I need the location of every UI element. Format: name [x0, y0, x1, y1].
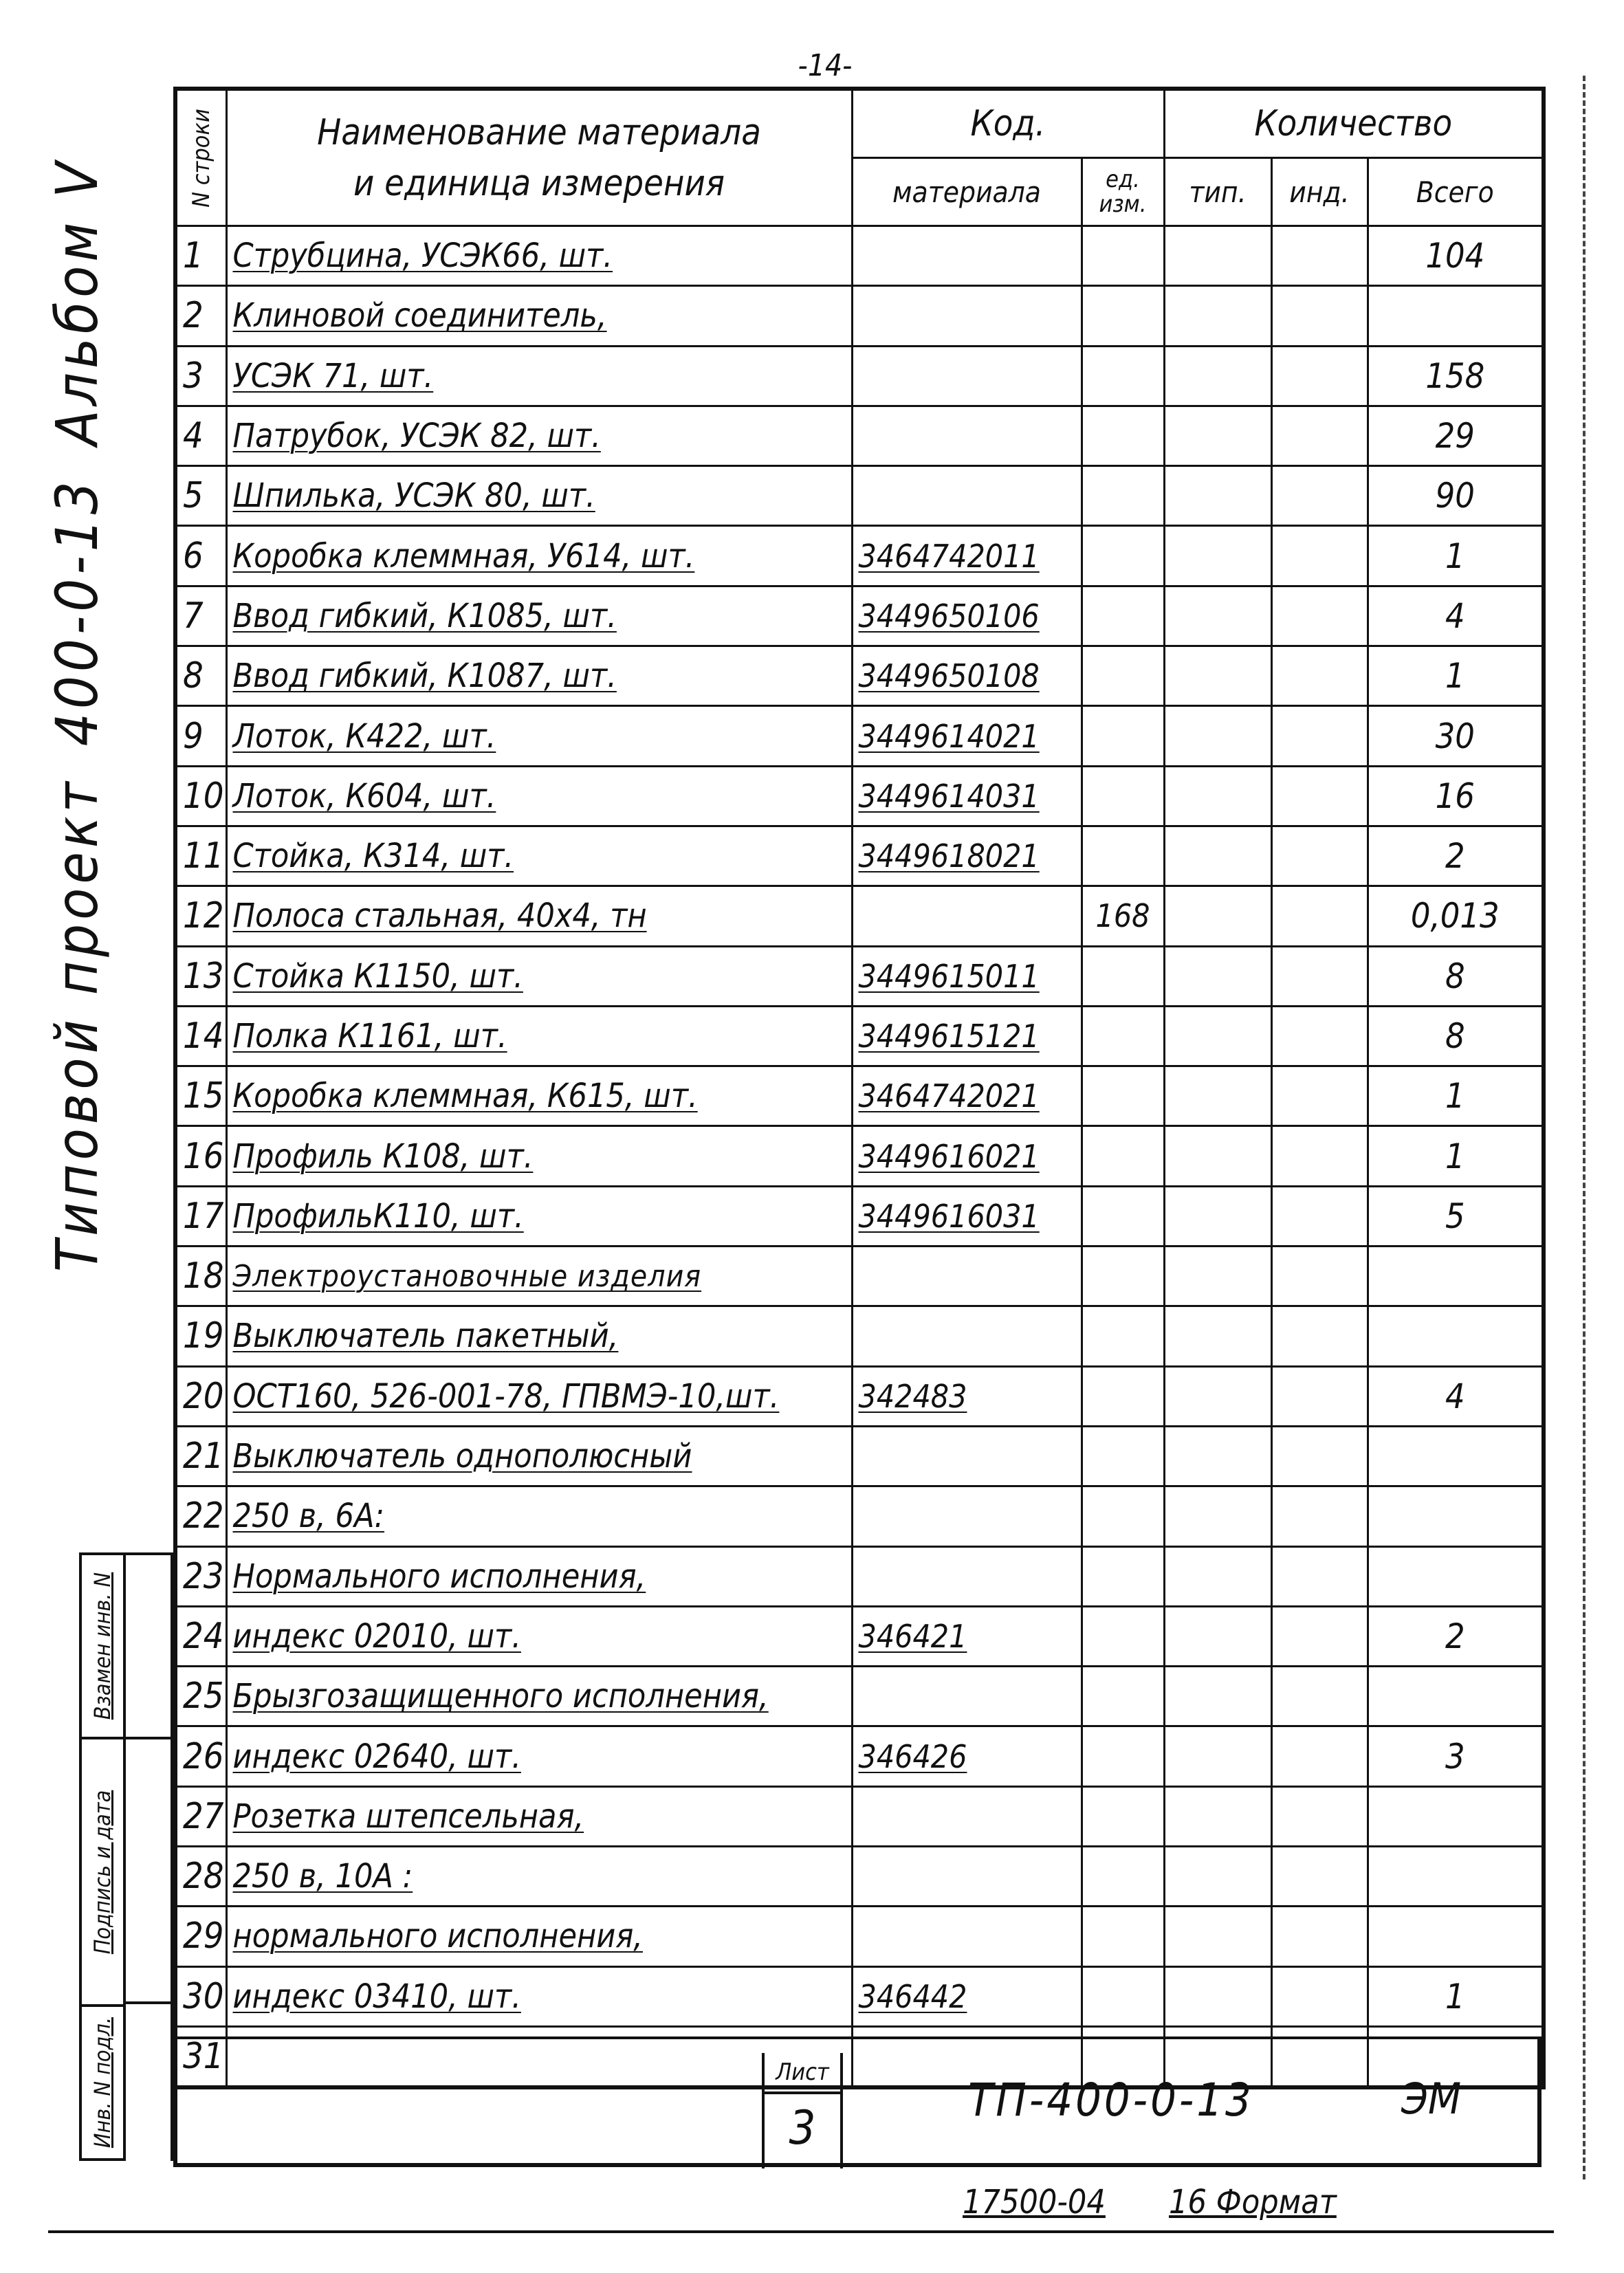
material-name: Полка К1161, шт.	[226, 1006, 852, 1066]
table-row	[175, 346, 1544, 406]
row-number: 13	[175, 946, 226, 1006]
material-code	[852, 886, 1082, 946]
material-name: индекс 02010, шт.	[226, 1606, 852, 1666]
material-code	[852, 226, 1082, 286]
material-name: Лоток, К604, шт.	[226, 766, 852, 826]
qty-ind	[1271, 226, 1368, 286]
qty-type	[1164, 1006, 1271, 1066]
qty-total: 90	[1368, 466, 1544, 526]
qty-total: 1	[1368, 1966, 1544, 2026]
unit-code: 168	[1082, 886, 1164, 946]
unit-code	[1082, 1426, 1164, 1486]
unit-code	[1082, 586, 1164, 646]
unit-code	[1082, 1006, 1164, 1066]
table-row	[175, 1426, 1544, 1486]
table-row	[175, 1546, 1544, 1606]
sheet-box	[762, 2053, 843, 2168]
material-code	[852, 1426, 1082, 1486]
material-name: Полоса стальная, 40х4, тн	[226, 886, 852, 946]
qty-total: 3	[1368, 1726, 1544, 1786]
side-title-number: 400-0-13	[43, 477, 111, 747]
row-number: 9	[175, 706, 226, 766]
row-number: 19	[175, 1306, 226, 1366]
table-row	[175, 1667, 1544, 1726]
row-number: 5	[175, 466, 226, 526]
material-name: Струбцина, УСЭК66, шт.	[226, 226, 852, 286]
title-block	[173, 2036, 1541, 2167]
material-code: 3464742021	[852, 1066, 1082, 1126]
row-number: 18	[175, 1247, 226, 1306]
header-row-number: N строки	[175, 89, 226, 226]
header-code-material: материала	[852, 158, 1082, 226]
material-name: нормального исполнения,	[226, 1907, 852, 1966]
qty-ind	[1271, 1006, 1368, 1066]
row-number: 31	[175, 2026, 226, 2087]
qty-type	[1164, 1306, 1271, 1366]
material-name: Патрубок, УСЭК 82, шт.	[226, 406, 852, 465]
header-code-unit	[1082, 158, 1164, 226]
qty-ind	[1271, 1306, 1368, 1366]
table-row	[175, 1306, 1544, 1366]
qty-type	[1164, 1966, 1271, 2026]
qty-ind	[1271, 1066, 1368, 1126]
qty-ind	[1271, 406, 1368, 465]
material-code	[852, 1907, 1082, 1966]
table-row	[175, 1486, 1544, 1546]
table-row	[175, 1606, 1544, 1666]
document-code: ТП-400-0-13	[968, 2074, 1254, 2127]
material-code: 346442	[852, 1966, 1082, 2026]
row-number: 21	[175, 1426, 226, 1486]
row-number: 23	[175, 1546, 226, 1606]
material-code: 346421	[852, 1606, 1082, 1666]
qty-type	[1164, 1126, 1271, 1186]
unit-code	[1082, 466, 1164, 526]
row-number: 2	[175, 286, 226, 346]
material-name: Стойка, К314, шт.	[226, 826, 852, 886]
qty-ind	[1271, 826, 1368, 886]
qty-total: 30	[1368, 706, 1544, 766]
table-row	[175, 1066, 1544, 1126]
header-name-line1: Наименование материала	[317, 111, 761, 153]
row-number: 3	[175, 346, 226, 406]
qty-total: 8	[1368, 1006, 1544, 1066]
material-name: УСЭК 71, шт.	[226, 346, 852, 406]
row-number: 22	[175, 1486, 226, 1546]
qty-ind	[1271, 1486, 1368, 1546]
row-number: 30	[175, 1966, 226, 2026]
material-name: Брызгозащищенного исполнения,	[226, 1667, 852, 1726]
qty-ind	[1271, 1907, 1368, 1966]
qty-ind	[1271, 946, 1368, 1006]
material-code: 346426	[852, 1726, 1082, 1786]
unit-code	[1082, 1966, 1164, 2026]
unit-code	[1082, 1186, 1164, 1246]
row-number: 25	[175, 1667, 226, 1726]
header-qty-total: Всего	[1368, 158, 1544, 226]
row-number: 14	[175, 1006, 226, 1066]
material-code	[852, 286, 1082, 346]
side-title	[36, 158, 118, 1272]
side-title-album: Альбом V	[43, 158, 111, 446]
material-code	[852, 1786, 1082, 1846]
table-body	[175, 226, 1544, 2088]
row-number: 1	[175, 226, 226, 286]
table-row	[175, 406, 1544, 465]
qty-type	[1164, 586, 1271, 646]
materials-table	[173, 87, 1546, 2089]
qty-type	[1164, 1606, 1271, 1666]
unit-code	[1082, 826, 1164, 886]
material-name: Выключатель однополюсный	[226, 1426, 852, 1486]
material-name: ПрофильК110, шт.	[226, 1186, 852, 1246]
qty-total: 4	[1368, 1366, 1544, 1426]
table-row	[175, 946, 1544, 1006]
unit-code	[1082, 526, 1164, 586]
table-row	[175, 526, 1544, 586]
qty-total: 1	[1368, 1126, 1544, 1186]
row-number: 24	[175, 1606, 226, 1666]
qty-type	[1164, 1426, 1271, 1486]
qty-ind	[1271, 286, 1368, 346]
unit-code	[1082, 1306, 1164, 1366]
qty-total: 1	[1368, 1066, 1544, 1126]
side-title-project: Типовой проект	[43, 778, 111, 1272]
qty-total	[1368, 1786, 1544, 1846]
material-code	[852, 406, 1082, 465]
table-row	[175, 1186, 1544, 1246]
qty-ind	[1271, 1966, 1368, 2026]
qty-total: 4	[1368, 586, 1544, 646]
material-code	[852, 1247, 1082, 1306]
unit-code	[1082, 1786, 1164, 1846]
unit-code	[1082, 1126, 1164, 1186]
qty-ind	[1271, 466, 1368, 526]
stamp-divider	[126, 2001, 171, 2004]
qty-type	[1164, 1786, 1271, 1846]
qty-type	[1164, 1546, 1271, 1606]
qty-type	[1164, 406, 1271, 465]
qty-total: 158	[1368, 346, 1544, 406]
material-name: 250 в, 10А :	[226, 1847, 852, 1907]
approval-stamp	[79, 1552, 126, 2161]
unit-code	[1082, 1606, 1164, 1666]
qty-ind	[1271, 646, 1368, 706]
qty-ind	[1271, 1606, 1368, 1666]
unit-code	[1082, 1066, 1164, 1126]
qty-type	[1164, 286, 1271, 346]
row-number: 4	[175, 406, 226, 465]
qty-ind	[1271, 526, 1368, 586]
unit-code	[1082, 946, 1164, 1006]
table-row	[175, 1366, 1544, 1426]
header-qty-type: тип.	[1164, 158, 1271, 226]
unit-code	[1082, 646, 1164, 706]
material-code: 3449616021	[852, 1126, 1082, 1186]
qty-total	[1368, 1247, 1544, 1306]
qty-type	[1164, 946, 1271, 1006]
material-name: Розетка штепсельная,	[226, 1786, 852, 1846]
header-material-name	[226, 89, 852, 226]
table-row	[175, 1006, 1544, 1066]
qty-ind	[1271, 886, 1368, 946]
unit-code	[1082, 1847, 1164, 1907]
material-code: 3449615011	[852, 946, 1082, 1006]
unit-code	[1082, 1486, 1164, 1546]
cut-line	[1583, 76, 1585, 2179]
material-name: Выключатель пакетный,	[226, 1306, 852, 1366]
qty-total: 1	[1368, 646, 1544, 706]
unit-code	[1082, 1366, 1164, 1426]
table-row	[175, 1726, 1544, 1786]
header-quantity: Количество	[1164, 89, 1544, 158]
qty-type	[1164, 886, 1271, 946]
header-qty-ind: инд.	[1271, 158, 1368, 226]
bottom-rule	[48, 2230, 1554, 2233]
table-row	[175, 1126, 1544, 1186]
header-code: Код.	[852, 89, 1164, 158]
unit-code	[1082, 766, 1164, 826]
unit-code	[1082, 1546, 1164, 1606]
qty-total: 1	[1368, 526, 1544, 586]
qty-ind	[1271, 1186, 1368, 1246]
header-unit-line1: ед.	[1106, 166, 1140, 193]
qty-total	[1368, 1426, 1544, 1486]
material-code	[852, 1847, 1082, 1907]
material-code: 3449618021	[852, 826, 1082, 886]
qty-type	[1164, 646, 1271, 706]
material-code: 3449614021	[852, 706, 1082, 766]
unit-code	[1082, 346, 1164, 406]
qty-total: 2	[1368, 826, 1544, 886]
row-number: 28	[175, 1847, 226, 1907]
stamp-original-inv: Инв. N подл.	[89, 2017, 116, 2149]
qty-type	[1164, 1847, 1271, 1907]
qty-total	[1368, 1907, 1544, 1966]
qty-total: 2	[1368, 1606, 1544, 1666]
row-number: 26	[175, 1726, 226, 1786]
table-row	[175, 1907, 1544, 1966]
unit-code	[1082, 1726, 1164, 1786]
row-number: 12	[175, 886, 226, 946]
row-number: 15	[175, 1066, 226, 1126]
qty-total	[1368, 1306, 1544, 1366]
material-code	[852, 466, 1082, 526]
qty-type	[1164, 526, 1271, 586]
unit-code	[1082, 1907, 1164, 1966]
material-code: 3464742011	[852, 526, 1082, 586]
material-name: Коробка клеммная, К615, шт.	[226, 1066, 852, 1126]
table-row	[175, 766, 1544, 826]
qty-ind	[1271, 1786, 1368, 1846]
material-code	[852, 1486, 1082, 1546]
stamp-replace-inv: Взамен инв. N	[82, 1555, 123, 1739]
qty-total	[1368, 1546, 1544, 1606]
qty-ind	[1271, 766, 1368, 826]
qty-ind	[1271, 1426, 1368, 1486]
qty-type	[1164, 466, 1271, 526]
document-mark: ЭМ	[1401, 2074, 1462, 2124]
qty-total: 0,013	[1368, 886, 1544, 946]
qty-type	[1164, 1667, 1271, 1726]
unit-code	[1082, 1247, 1164, 1306]
stamp-divider	[126, 1737, 171, 1739]
qty-total: 8	[1368, 946, 1544, 1006]
material-name: Ввод гибкий, К1085, шт.	[226, 586, 852, 646]
row-number: 17	[175, 1186, 226, 1246]
material-code	[852, 1546, 1082, 1606]
table-row	[175, 286, 1544, 346]
row-number: 8	[175, 646, 226, 706]
material-code	[852, 1306, 1082, 1366]
header-unit-line2: изм.	[1099, 190, 1147, 218]
table-row	[175, 1247, 1544, 1306]
table-row	[175, 586, 1544, 646]
qty-total	[1368, 1847, 1544, 1907]
qty-total	[1368, 1486, 1544, 1546]
material-name: 250 в, 6А:	[226, 1486, 852, 1546]
qty-ind	[1271, 706, 1368, 766]
material-name: Лоток, К422, шт.	[226, 706, 852, 766]
row-number: 7	[175, 586, 226, 646]
qty-ind	[1271, 346, 1368, 406]
qty-type	[1164, 226, 1271, 286]
material-code: 3449650108	[852, 646, 1082, 706]
unit-code	[1082, 706, 1164, 766]
qty-type	[1164, 706, 1271, 766]
qty-type	[1164, 346, 1271, 406]
qty-total	[1368, 286, 1544, 346]
qty-type	[1164, 1726, 1271, 1786]
material-name: индекс 02640, шт.	[226, 1726, 852, 1786]
qty-ind	[1271, 1847, 1368, 1907]
sheet-label: Лист	[765, 2053, 840, 2094]
material-name: Ввод гибкий, К1087, шт.	[226, 646, 852, 706]
paper-format: 16 Формат	[1169, 2183, 1337, 2221]
row-number: 29	[175, 1907, 226, 1966]
table-row	[175, 646, 1544, 706]
qty-ind	[1271, 1247, 1368, 1306]
material-code: 3449615121	[852, 1006, 1082, 1066]
material-code: 3449616031	[852, 1186, 1082, 1246]
material-code: 3449614031	[852, 766, 1082, 826]
table-row	[175, 226, 1544, 286]
row-number: 6	[175, 526, 226, 586]
table-row	[175, 886, 1544, 946]
qty-ind	[1271, 1126, 1368, 1186]
table-row	[175, 466, 1544, 526]
qty-type	[1164, 766, 1271, 826]
table-row	[175, 826, 1544, 886]
material-code: 342483	[852, 1366, 1082, 1426]
qty-total	[1368, 1667, 1544, 1726]
material-name: Коробка клеммная, У614, шт.	[226, 526, 852, 586]
material-name: ОСТ160, 526-001-78, ГПВМЭ-10,шт.	[226, 1366, 852, 1426]
table-row	[175, 1786, 1544, 1846]
material-name: индекс 03410, шт.	[226, 1966, 852, 2026]
qty-type	[1164, 1186, 1271, 1246]
material-name: Стойка К1150, шт.	[226, 946, 852, 1006]
stamp-blank-column	[126, 1552, 173, 2161]
stamp-signature-date: Подпись и дата	[82, 1739, 123, 2007]
order-number: 17500-04	[963, 2183, 1106, 2221]
page-number: -14-	[798, 48, 853, 83]
qty-type	[1164, 1486, 1271, 1546]
material-name: Клиновой соединитель,	[226, 286, 852, 346]
unit-code	[1082, 226, 1164, 286]
material-name: Нормального исполнения,	[226, 1546, 852, 1606]
material-name: Электроустановочные изделия	[226, 1247, 852, 1306]
table-row	[175, 706, 1544, 766]
qty-ind	[1271, 1546, 1368, 1606]
sheet-number: 3	[789, 2101, 816, 2155]
qty-type	[1164, 1907, 1271, 1966]
material-code	[852, 1667, 1082, 1726]
qty-total: 5	[1368, 1186, 1544, 1246]
qty-type	[1164, 1366, 1271, 1426]
row-number: 10	[175, 766, 226, 826]
qty-type	[1164, 1247, 1271, 1306]
qty-ind	[1271, 1726, 1368, 1786]
row-number: 11	[175, 826, 226, 886]
table-row	[175, 1847, 1544, 1907]
qty-total: 29	[1368, 406, 1544, 465]
material-code	[852, 346, 1082, 406]
unit-code	[1082, 1667, 1164, 1726]
qty-total: 104	[1368, 226, 1544, 286]
row-number: 27	[175, 1786, 226, 1846]
material-name: Шпилька, УСЭК 80, шт.	[226, 466, 852, 526]
qty-ind	[1271, 1366, 1368, 1426]
qty-type	[1164, 1066, 1271, 1126]
qty-ind	[1271, 586, 1368, 646]
qty-type	[1164, 826, 1271, 886]
qty-total: 16	[1368, 766, 1544, 826]
row-number: 16	[175, 1126, 226, 1186]
unit-code	[1082, 406, 1164, 465]
row-number: 20	[175, 1366, 226, 1426]
unit-code	[1082, 286, 1164, 346]
header-name-line2: и единица измерения	[353, 162, 725, 204]
material-code: 3449650106	[852, 586, 1082, 646]
qty-ind	[1271, 1667, 1368, 1726]
table-row	[175, 1966, 1544, 2026]
material-name: Профиль К108, шт.	[226, 1126, 852, 1186]
